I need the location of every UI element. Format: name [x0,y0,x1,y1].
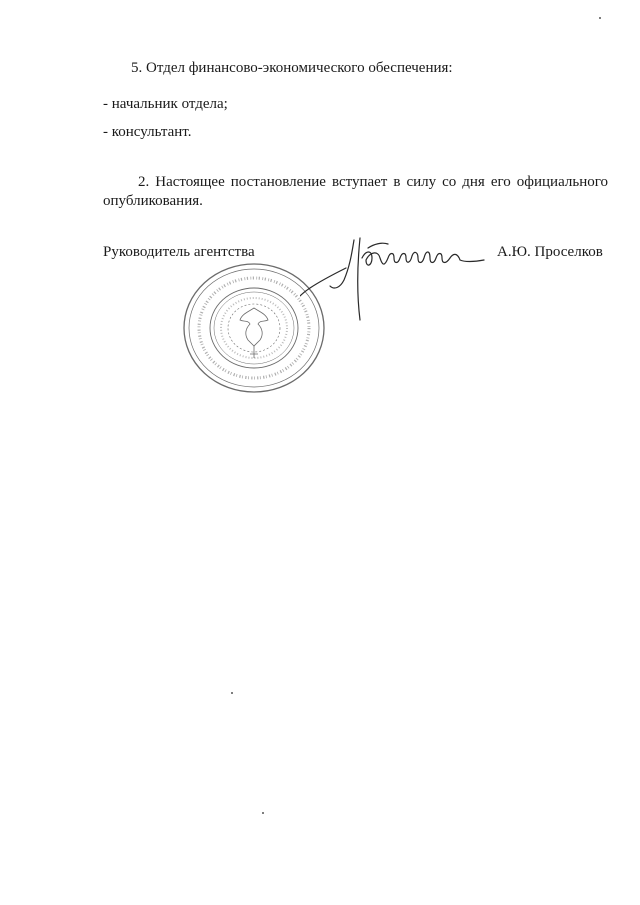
paragraph-line: опубликования. [103,193,203,209]
scan-speck [262,812,264,814]
paragraph-line: 2. Настоящее постановление вступает в силу со дня его официального [138,174,608,190]
section-title: 5. Отдел финансово-экономического обеспечения: [131,60,453,76]
position-item: - начальник отдела; [103,96,228,112]
handwritten-signature-icon [300,228,490,328]
effective-date-paragraph [103,173,608,211]
position-item: - консультант. [103,124,192,140]
signer-name: А.Ю. Проселков [497,244,603,260]
scan-speck [231,692,233,694]
scan-speck [599,17,601,19]
signer-title: Руководитель агентства [103,244,255,260]
